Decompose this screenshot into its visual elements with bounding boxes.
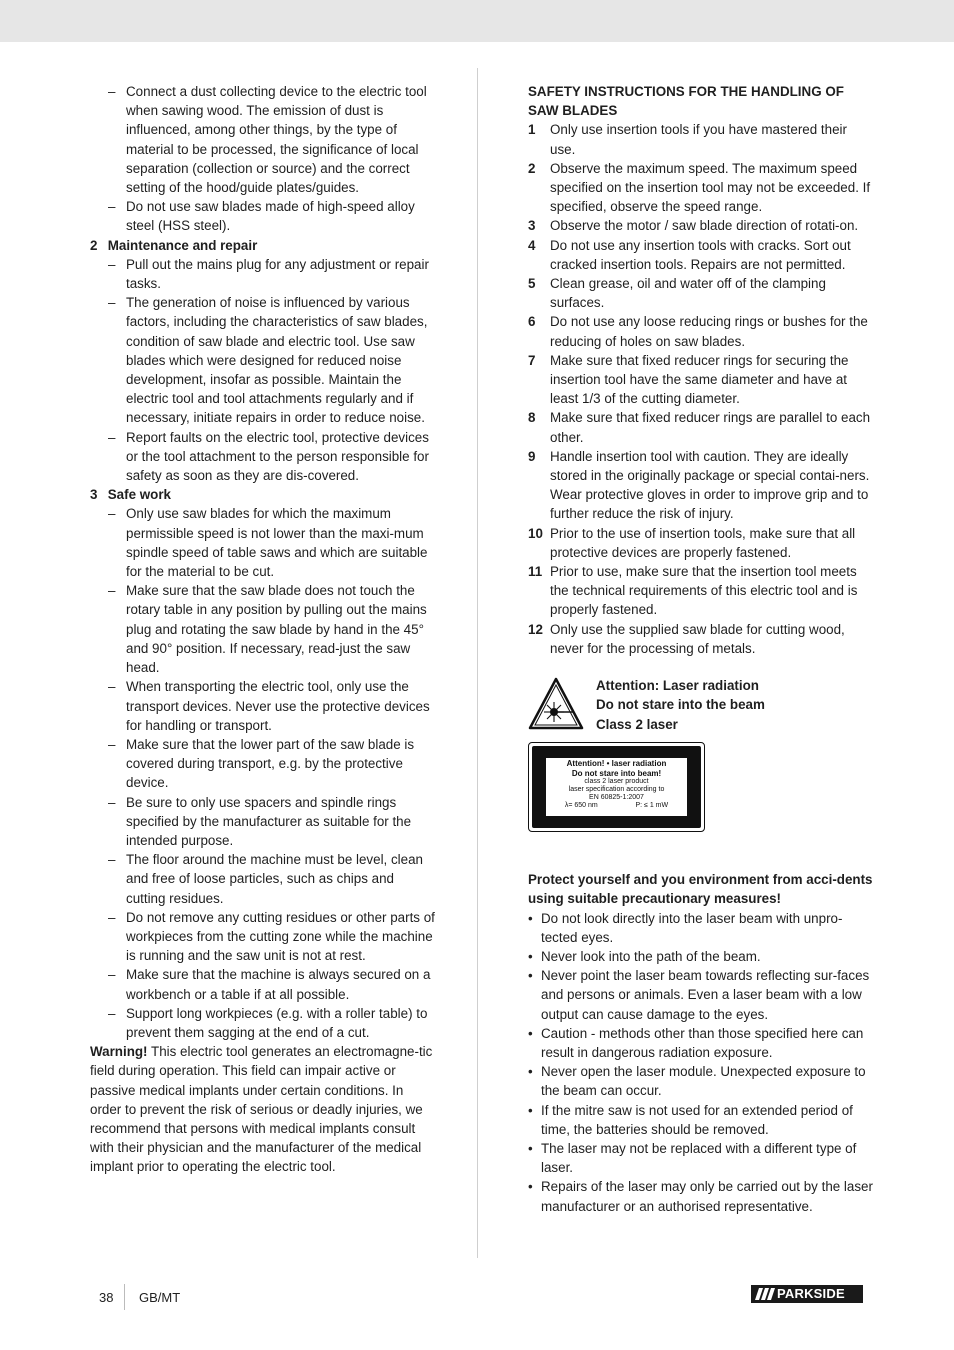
list-item: – Pull out the mains plug for any adjustment or repair tasks. (108, 256, 429, 292)
numbered-item-text: Make sure that fixed reducer rings for securing the insertion tool have the same diameter and have at least 1/3 of the cutting diameter. (550, 352, 849, 407)
right-column (528, 82, 873, 1216)
list-item-text: The generation of noise is influenced by various factors, including the characteristics of saw blades, condition of saw blade and electric tool. Use saw blades which were designed for reduced noise development, insofar as possible. Maintain the electric tool and tool attachments regularly and if necessary, initiate repairs in order to reduce noise. (126, 295, 428, 426)
laser-attention-text: Attention: Laser radiation Do not stare into the beam Class 2 laser (596, 678, 765, 732)
list-item: – Only use saw blades for which the maximum permissible speed is not lower than the maxi-mum spindle speed of table saws and which are suitable for the material to be cut. (108, 506, 428, 580)
numbered-item-text: Do not use any loose reducing rings or bushes for the reducing of holes on saw blades. (550, 314, 868, 349)
numbered-item: 1 Only use insertion tools if you have mastered their use. (528, 122, 847, 157)
numbered-item-text: Make sure that fixed reducer rings are parallel to each other. (550, 410, 871, 445)
numbered-item: 5 Clean grease, oil and water off of the clamping surfaces. (528, 276, 826, 311)
list-item: – The floor around the machine must be level, clean and free of loose particles, such as chips and cutting residues. (108, 852, 423, 906)
bullet-text: Never open the laser module. Unexpected exposure to the beam can occur. (541, 1064, 866, 1099)
bullet-text: Never look into the path of the beam. (541, 948, 761, 964)
brand-name: PARKSIDE (777, 1286, 845, 1301)
numbered-item-text: Observe the motor / saw blade direction of rotati-on. (550, 218, 859, 234)
numbered-item-text: Observe the maximum speed. The maximum speed specified on the insertion tool may not be exceeded. If specified, observe the speed range. (550, 160, 871, 215)
list-item: – Be sure to only use spacers and spindle rings specified by the manufacturer as suitable for the intended purpose. (108, 794, 412, 848)
page-number: 38 (99, 1290, 114, 1305)
bullet-text: Caution - methods other than those specified here can result in dangerous radiation exposure. (541, 1025, 864, 1060)
numbered-item-text: Only use insertion tools if you have mastered their use. (550, 122, 847, 157)
section-number: 2 (90, 237, 98, 253)
list-item-text: Do not remove any cutting residues or other parts of workpieces from the cutting zone while the machine is running and the saw unit is not at rest. (126, 909, 435, 964)
list-item-text: The floor around the machine must be level, clean and free of loose particles, such as chips and cutting residues. (126, 852, 423, 906)
section-title: Safe work (107, 487, 171, 503)
numbered-item-text: Do not use any insertion tools with cracks. Sort out cracked insertion tools. Repairs are not permitted. (550, 237, 851, 272)
list-item-text: Make sure that the lower part of the saw blade is covered during transport, e.g. by the protective device. (126, 736, 415, 791)
brand-logo (751, 1285, 863, 1303)
protect-heading: Protect yourself and you environment from acci-dents using suitable precautionary measures! (528, 872, 873, 907)
numbered-item: 8 Make sure that fixed reducer rings are parallel to each other. (528, 410, 871, 445)
numbered-item: 12 Only use the supplied saw blade for cutting wood, never for the processing of metals. (528, 621, 845, 656)
bullet-text: Do not look directly into the laser beam with unpro-tected eyes. (541, 910, 843, 945)
numbered-item: 11 Prior to use, make sure that the insertion tool meets the technical requirements of this electric tool and is properly fastened. (528, 564, 858, 618)
warning-paragraph (90, 1042, 435, 1176)
section-heading-safe-work (90, 485, 435, 504)
numbered-item: 4 Do not use any insertion tools with cracks. Sort out cracked insertion tools. Repairs are not permitted. (528, 237, 851, 272)
section-number: 3 (90, 487, 98, 503)
list-item: – Do not use saw blades made of high-speed alloy steel (HSS steel). (108, 199, 415, 234)
section-title: Maintenance and repair (107, 237, 258, 253)
bullet-item: • If the mitre saw is not used for an extended period of time, the batteries should be removed. (528, 1102, 853, 1137)
footer-divider (124, 1284, 125, 1310)
laser-warning-block (528, 676, 873, 736)
list-item-text: Make sure that the machine is always secured on a workbench or a table if at all possible. (126, 967, 431, 1002)
laser-product-label: Attention! • laser radiation Do not stare into beam! class 2 laser product laser specification according to EN 60825-1:2007 λ= 650 nm P: ≤ 1 mW (528, 742, 705, 832)
laser-warning-icon (528, 676, 584, 732)
list-item-text: Report faults on the electric tool, protective devices or the tool attachment to the person responsible for safety as soon as they are dis-covered. (126, 429, 429, 484)
list-item-text: Pull out the mains plug for any adjustment or repair tasks. (126, 256, 429, 292)
bullet-item: • Never point the laser beam towards reflecting sur-faces and persons or animals. Even a laser beam with a low output can cause damage to the eyes. (528, 968, 870, 1022)
bullet-item: • Never open the laser module. Unexpected exposure to the beam can occur. (528, 1064, 866, 1099)
list-item-text: Support long workpieces (e.g. with a roller table) to prevent them sagging at the end of a cut. (126, 1005, 428, 1040)
numbered-item: 9 Handle insertion tool with caution. They are ideally stored in the originally package or special contai-ners. Wear protective gloves in order to improve grip and to further reduce the risk of injury. (528, 448, 870, 522)
top-header-bar (0, 0, 954, 42)
bullet-item: • The laser may not be replaced with a different type of laser. (528, 1140, 857, 1176)
section-heading-maintenance (90, 236, 435, 255)
list-item-text: Only use saw blades for which the maximum permissible speed is not lower than the maxi-mum spindle speed of table saws and which are suitable for the material to be cut. (126, 506, 428, 580)
numbered-item-text: Prior to the use of insertion tools, make sure that all protective devices are properly fastened. (550, 525, 856, 560)
warning-text: This electric tool generates an electromagne-tic field during operation. This field can impair active or passive medical implants under certain conditions. In order to prevent the risk of serious or deadly injuries, we recommend that persons with medical implants consult with their physician and the manufacturer of the medical implant prior to operating the electric tool. (90, 1044, 433, 1175)
bullet-text: If the mitre saw is not used for an extended period of time, the batteries should be removed. (541, 1102, 853, 1137)
numbered-item: 7 Make sure that fixed reducer rings for securing the insertion tool have the same diameter and have at least 1/3 of the cutting diameter. (528, 352, 849, 407)
bullet-item: • Caution - methods other than those specified here can result in dangerous radiation exposure. (528, 1025, 864, 1060)
brand-stripes-icon (751, 1285, 775, 1303)
list-item: – The generation of noise is influenced by various factors, including the characteristics of saw blades, condition of saw blade and electric tool. Use saw blades which were designed for reduced noise development, insofar as possible. Maintain the electric tool and tool attachments regularly and if necessary, initiate repairs in order to reduce noise. (108, 295, 428, 426)
bullet-item: • Never look into the path of the beam. (528, 948, 761, 964)
numbered-item: 6 Do not use any loose reducing rings or bushes for the reducing of holes on saw blades. (528, 314, 868, 349)
list-item-text: Connect a dust collecting device to the electric tool when sawing wood. The emission of dust is influenced, among other things, by the type of material to be processed, the significance of local separation (collection or source) and the correct setting of the hood/guide plates/guides. (126, 84, 427, 196)
numbered-item: 10 Prior to the use of insertion tools, make sure that all protective devices are properly fastened. (528, 525, 856, 560)
numbered-item-text: Only use the supplied saw blade for cutting wood, never for the processing of metals. (550, 621, 845, 656)
list-item: – When transporting the electric tool, only use the transport devices. Never use the protective devices for handling or transport. (108, 679, 430, 733)
list-item-text: When transporting the electric tool, only use the transport devices. Never use the protective devices for handling or transport. (126, 679, 430, 733)
list-item: – Do not remove any cutting residues or other parts of workpieces from the cutting zone while the machine is running and the saw unit is not at rest. (108, 909, 435, 964)
numbered-item-text: Handle insertion tool with caution. They are ideally stored in the originally package or special contai-ners. Wear protective gloves in order to improve grip and to further reduce the risk of injury. (550, 448, 870, 522)
numbered-item-text: Prior to use, make sure that the insertion tool meets the technical requirements of this electric tool and is properly fastened. (550, 564, 858, 618)
list-item: – Make sure that the saw blade does not touch the rotary table in any position by pulling out the mains plug and rotating the saw blade by hand in the 45° and 90° position. If necessary, read-just the saw head. (108, 583, 427, 676)
list-item: – Make sure that the machine is always secured on a workbench or a table if at all possible. (108, 967, 431, 1002)
numbered-item-text: Clean grease, oil and water off of the clamping surfaces. (550, 276, 826, 311)
warning-label: Warning! (90, 1044, 148, 1060)
list-item: – Connect a dust collecting device to the electric tool when sawing wood. The emission of dust is influenced, among other things, by the type of material to be processed, the significance of local separation (collection or source) and the correct setting of the hood/guide plates/guides. (108, 84, 427, 196)
list-item: – Support long workpieces (e.g. with a roller table) to prevent them sagging at the end of a cut. (108, 1005, 428, 1040)
list-item: – Make sure that the lower part of the saw blade is covered during transport, e.g. by the protective device. (108, 736, 415, 791)
list-item: – Report faults on the electric tool, protective devices or the tool attachment to the person responsible for safety as soon as they are dis-covered. (108, 429, 429, 484)
language-code: GB/MT (139, 1290, 181, 1305)
bullet-item: • Repairs of the laser may only be carried out by the laser manufacturer or an authorised representative. (528, 1179, 873, 1214)
numbered-item: 3 Observe the motor / saw blade direction of rotati-on. (528, 218, 859, 234)
list-item-text: Be sure to only use spacers and spindle rings specified by the manufacturer as suitable for the intended purpose. (126, 794, 412, 848)
saw-blade-safety-heading: SAFETY INSTRUCTIONS FOR THE HANDLING OF SAW BLADES (528, 84, 844, 119)
list-item-text: Make sure that the saw blade does not touch the rotary table in any position by pulling out the mains plug and rotating the saw blade by hand in the 45° and 90° position. If necessary, read-just the saw head. (126, 583, 427, 676)
column-divider (477, 68, 478, 1258)
bullet-item: • Do not look directly into the laser beam with unpro-tected eyes. (528, 910, 843, 945)
bullet-text: The laser may not be replaced with a different type of laser. (541, 1140, 857, 1176)
numbered-item: 2 Observe the maximum speed. The maximum speed specified on the insertion tool may not be exceeded. If specified, observe the speed range. (528, 160, 871, 215)
bullet-text: Repairs of the laser may only be carried out by the laser manufacturer or an authorised representative. (541, 1179, 873, 1214)
left-column (90, 82, 435, 1177)
bullet-text: Never point the laser beam towards reflecting sur-faces and persons or animals. Even a laser beam with a low output can cause damage to the eyes. (541, 968, 870, 1022)
list-item-text: Do not use saw blades made of high-speed alloy steel (HSS steel). (126, 199, 415, 234)
